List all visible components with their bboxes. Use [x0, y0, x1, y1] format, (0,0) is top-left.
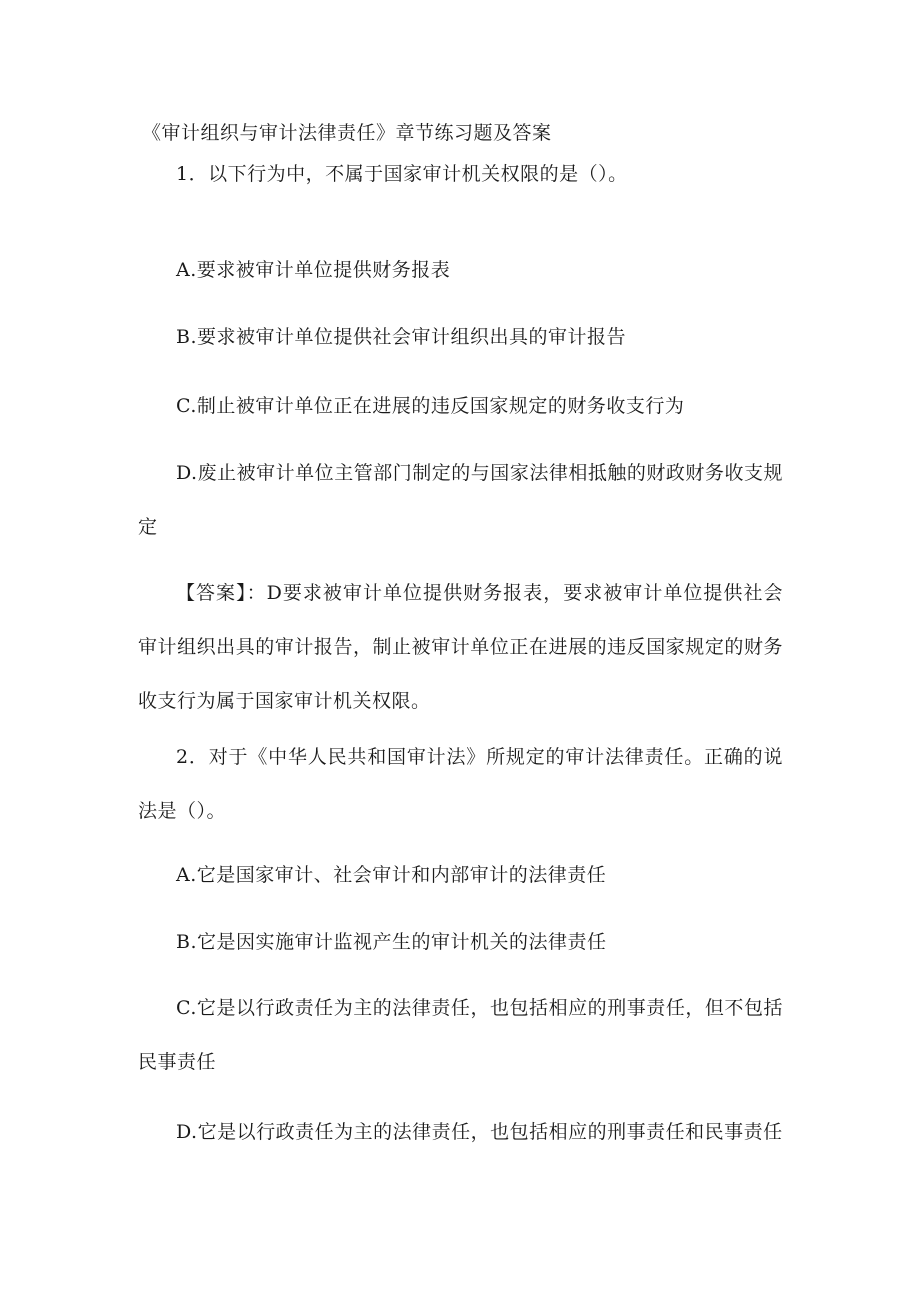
question-2-stem: 2．对于《中华人民共和国审计法》所规定的审计法律责任。正确的说法是（）。	[138, 746, 783, 822]
question-2-option-a: A.它是国家审计、社会审计和内部审计的法律责任	[176, 864, 607, 886]
question-2-option-c: C.它是以行政责任为主的法律责任，也包括相应的刑事责任，但不包括民事责任	[138, 997, 783, 1073]
question-1-answer: 【答案】：D要求被审计单位提供财务报表，要求被审计单位提供社会审计组织出具的审计报告，制止被审计单位正在进展的违反国家规定的财务收支行为属于国家审计机关权限。	[138, 582, 783, 712]
document-title: 《审计组织与审计法律责任》章节练习题及答案	[142, 122, 552, 144]
question-2-option-d: D.它是以行政责任为主的法律责任，也包括相应的刑事责任和民事责任	[176, 1121, 783, 1143]
question-2-option-b: B.它是因实施审计监视产生的审计机关的法律责任	[176, 931, 607, 953]
question-1-option-c: C.制止被审计单位正在进展的违反国家规定的财务收支行为	[176, 395, 685, 417]
question-1-stem: 1．以下行为中，不属于国家审计机关权限的是（）。	[176, 163, 628, 185]
question-1-option-a: A.要求被审计单位提供财务报表	[176, 259, 451, 281]
question-1-option-d: D.废止被审计单位主管部门制定的与国家法律相抵触的财政财务收支规定	[138, 462, 783, 538]
question-1-option-b: B.要求被审计单位提供社会审计组织出具的审计报告	[176, 326, 627, 348]
